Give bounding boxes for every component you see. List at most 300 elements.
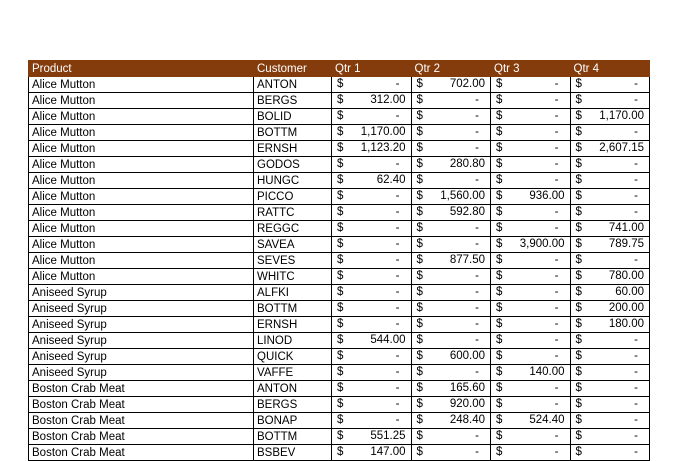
currency-symbol: $	[496, 318, 503, 330]
currency-symbol: $	[496, 350, 503, 362]
cell-qtr-4[interactable]	[570, 253, 650, 269]
cell-qtr-2[interactable]	[411, 189, 491, 205]
sales-table	[28, 60, 650, 461]
table-row	[29, 189, 650, 205]
cell-product[interactable]: Boston Crab Meat	[29, 429, 254, 445]
currency-symbol: $	[337, 318, 344, 330]
cell-qtr-2[interactable]	[411, 93, 491, 109]
amount-value: 248.40	[449, 414, 485, 426]
amount-value: -	[475, 126, 479, 138]
cell-qtr-3[interactable]	[491, 269, 571, 285]
table-header	[29, 61, 650, 77]
amount-value: -	[395, 110, 400, 122]
table-row	[29, 413, 650, 429]
currency-symbol: $	[575, 446, 582, 458]
amount-value: -	[475, 174, 479, 186]
amount-value: -	[634, 366, 638, 378]
cell-customer[interactable]: ANTON	[254, 381, 332, 397]
cell-qtr-1[interactable]	[332, 109, 412, 125]
currency-symbol: $	[337, 158, 344, 170]
cell-product[interactable]: Alice Mutton	[29, 141, 254, 157]
header-qtr-2[interactable]: Qtr 2	[411, 61, 491, 77]
cell-product[interactable]: Alice Mutton	[29, 173, 254, 189]
amount-value: -	[475, 238, 479, 250]
cell-qtr-3[interactable]	[491, 157, 571, 173]
currency-symbol: $	[575, 78, 582, 90]
cell-qtr-2[interactable]	[411, 253, 491, 269]
currency-symbol: $	[575, 382, 582, 394]
cell-qtr-3[interactable]	[491, 365, 571, 381]
amount-value: -	[475, 302, 479, 314]
cell-qtr-1[interactable]	[332, 157, 412, 173]
cell-customer[interactable]: BONAP	[254, 413, 332, 429]
cell-product[interactable]: Boston Crab Meat	[29, 413, 254, 429]
header-customer[interactable]: Customer	[254, 61, 332, 77]
cell-qtr-2[interactable]	[411, 109, 491, 125]
cell-qtr-1[interactable]	[332, 205, 412, 221]
currency-symbol: $	[337, 446, 344, 458]
header-qtr-4[interactable]: Qtr 4	[570, 61, 650, 77]
currency-symbol: $	[575, 366, 582, 378]
currency-symbol: $	[416, 254, 423, 266]
cell-qtr-3[interactable]	[491, 349, 571, 365]
amount-value: -	[554, 206, 559, 218]
cell-product[interactable]: Aniseed Syrup	[29, 349, 254, 365]
amount-value: -	[395, 286, 400, 298]
cell-qtr-4[interactable]	[570, 429, 650, 445]
cell-product[interactable]: Alice Mutton	[29, 237, 254, 253]
currency-symbol: $	[416, 302, 423, 314]
cell-qtr-3[interactable]	[491, 413, 571, 429]
cell-qtr-2[interactable]	[411, 333, 491, 349]
amount-value: -	[554, 270, 559, 282]
amount-value: -	[634, 382, 638, 394]
cell-qtr-3[interactable]	[491, 109, 571, 125]
amount-value: -	[634, 254, 638, 266]
currency-symbol: $	[575, 94, 582, 106]
cell-qtr-4[interactable]	[570, 237, 650, 253]
currency-symbol: $	[496, 302, 503, 314]
cell-qtr-2[interactable]	[411, 397, 491, 413]
cell-product[interactable]: Alice Mutton	[29, 77, 254, 93]
currency-symbol: $	[337, 174, 344, 186]
currency-symbol: $	[496, 126, 503, 138]
cell-qtr-1[interactable]	[332, 77, 412, 93]
cell-qtr-2[interactable]	[411, 381, 491, 397]
currency-symbol: $	[575, 142, 582, 154]
amount-value: -	[475, 110, 479, 122]
currency-symbol: $	[416, 142, 423, 154]
cell-qtr-1[interactable]	[332, 285, 412, 301]
cell-qtr-3[interactable]	[491, 221, 571, 237]
currency-symbol: $	[337, 350, 344, 362]
amount-value: 551.25	[370, 430, 406, 442]
table-row	[29, 333, 650, 349]
cell-qtr-1[interactable]	[332, 269, 412, 285]
cell-qtr-3[interactable]	[491, 397, 571, 413]
amount-value: 165.60	[449, 382, 485, 394]
amount-value: -	[395, 382, 400, 394]
cell-qtr-1[interactable]	[332, 397, 412, 413]
amount-value: -	[634, 94, 638, 106]
cell-qtr-3[interactable]	[491, 381, 571, 397]
cell-qtr-4[interactable]	[570, 189, 650, 205]
amount-value: -	[395, 302, 400, 314]
amount-value: -	[554, 142, 559, 154]
cell-qtr-4[interactable]	[570, 77, 650, 93]
cell-product[interactable]: Boston Crab Meat	[29, 381, 254, 397]
currency-symbol: $	[496, 206, 503, 218]
currency-symbol: $	[575, 334, 582, 346]
currency-symbol: $	[416, 222, 423, 234]
cell-product[interactable]: Alice Mutton	[29, 221, 254, 237]
amount-value: -	[395, 254, 400, 266]
amount-value: -	[475, 318, 479, 330]
cell-qtr-1[interactable]	[332, 221, 412, 237]
currency-symbol: $	[416, 78, 423, 90]
cell-qtr-1[interactable]	[332, 125, 412, 141]
cell-qtr-4[interactable]	[570, 109, 650, 125]
cell-qtr-4[interactable]	[570, 269, 650, 285]
cell-qtr-4[interactable]	[570, 317, 650, 333]
cell-qtr-4[interactable]	[570, 349, 650, 365]
cell-customer[interactable]: HUNGC	[254, 173, 332, 189]
cell-product[interactable]: Boston Crab Meat	[29, 397, 254, 413]
cell-customer[interactable]: SEVES	[254, 253, 332, 269]
cell-qtr-1[interactable]	[332, 429, 412, 445]
cell-qtr-2[interactable]	[411, 285, 491, 301]
currency-symbol: $	[575, 158, 582, 170]
amount-value: -	[475, 366, 479, 378]
amount-value: -	[475, 222, 479, 234]
amount-value: -	[634, 446, 638, 458]
amount-value: -	[554, 430, 559, 442]
cell-qtr-4[interactable]	[570, 445, 650, 461]
currency-symbol: $	[496, 398, 503, 410]
cell-product[interactable]: Aniseed Syrup	[29, 365, 254, 381]
amount-value: -	[395, 270, 400, 282]
amount-value: -	[634, 206, 638, 218]
cell-product[interactable]: Aniseed Syrup	[29, 317, 254, 333]
cell-qtr-4[interactable]	[570, 205, 650, 221]
amount-value: 524.40	[529, 414, 565, 426]
currency-symbol: $	[416, 190, 423, 202]
cell-qtr-1[interactable]	[332, 445, 412, 461]
currency-symbol: $	[575, 318, 582, 330]
currency-symbol: $	[416, 270, 423, 282]
cell-product[interactable]: Alice Mutton	[29, 157, 254, 173]
currency-symbol: $	[575, 286, 582, 298]
cell-product[interactable]: Boston Crab Meat	[29, 445, 254, 461]
cell-product[interactable]: Alice Mutton	[29, 205, 254, 221]
cell-customer[interactable]: RATTC	[254, 205, 332, 221]
cell-product[interactable]: Alice Mutton	[29, 109, 254, 125]
cell-customer[interactable]: GODOS	[254, 157, 332, 173]
cell-product[interactable]: Alice Mutton	[29, 125, 254, 141]
table-row	[29, 317, 650, 333]
currency-symbol: $	[575, 126, 582, 138]
cell-customer[interactable]: ANTON	[254, 77, 332, 93]
cell-qtr-4[interactable]	[570, 221, 650, 237]
cell-qtr-3[interactable]	[491, 125, 571, 141]
currency-symbol: $	[416, 366, 423, 378]
currency-symbol: $	[337, 334, 344, 346]
cell-customer[interactable]: BOTTM	[254, 429, 332, 445]
amount-value: 780.00	[608, 270, 644, 282]
amount-value: -	[554, 254, 559, 266]
cell-qtr-2[interactable]	[411, 429, 491, 445]
amount-value: -	[634, 78, 638, 90]
cell-qtr-4[interactable]	[570, 381, 650, 397]
spreadsheet	[28, 60, 650, 461]
currency-symbol: $	[496, 286, 503, 298]
currency-symbol: $	[496, 254, 503, 266]
cell-qtr-3[interactable]	[491, 205, 571, 221]
amount-value: -	[554, 302, 559, 314]
header-qtr-1[interactable]: Qtr 1	[332, 61, 412, 77]
currency-symbol: $	[496, 94, 503, 106]
cell-qtr-3[interactable]	[491, 77, 571, 93]
cell-qtr-1[interactable]	[332, 381, 412, 397]
cell-qtr-3[interactable]	[491, 445, 571, 461]
cell-qtr-3[interactable]	[491, 285, 571, 301]
amount-value: -	[395, 414, 400, 426]
cell-customer[interactable]: VAFFE	[254, 365, 332, 381]
amount-value: -	[634, 398, 638, 410]
cell-qtr-2[interactable]	[411, 221, 491, 237]
currency-symbol: $	[416, 350, 423, 362]
table-row	[29, 237, 650, 253]
currency-symbol: $	[337, 206, 344, 218]
cell-qtr-1[interactable]	[332, 141, 412, 157]
currency-symbol: $	[496, 78, 503, 90]
amount-value: -	[554, 222, 559, 234]
cell-qtr-3[interactable]	[491, 237, 571, 253]
cell-customer[interactable]: PICCO	[254, 189, 332, 205]
cell-qtr-3[interactable]	[491, 301, 571, 317]
currency-symbol: $	[575, 110, 582, 122]
currency-symbol: $	[416, 414, 423, 426]
cell-customer[interactable]: ERNSH	[254, 141, 332, 157]
currency-symbol: $	[496, 174, 503, 186]
cell-qtr-2[interactable]	[411, 349, 491, 365]
cell-qtr-2[interactable]	[411, 317, 491, 333]
cell-qtr-3[interactable]	[491, 333, 571, 349]
table-row	[29, 445, 650, 461]
amount-value: 789.75	[608, 238, 644, 250]
cell-qtr-3[interactable]	[491, 173, 571, 189]
cell-customer[interactable]: BOTTM	[254, 125, 332, 141]
cell-qtr-2[interactable]	[411, 237, 491, 253]
currency-symbol: $	[337, 222, 344, 234]
cell-qtr-2[interactable]	[411, 77, 491, 93]
amount-value: -	[475, 286, 479, 298]
amount-value: -	[395, 222, 400, 234]
currency-symbol: $	[575, 190, 582, 202]
cell-qtr-2[interactable]	[411, 173, 491, 189]
cell-qtr-3[interactable]	[491, 93, 571, 109]
amount-value: -	[634, 430, 638, 442]
amount-value: 3,900.00	[519, 238, 565, 250]
cell-customer[interactable]: BSBEV	[254, 445, 332, 461]
amount-value: 544.00	[370, 334, 406, 346]
cell-qtr-3[interactable]	[491, 317, 571, 333]
cell-customer[interactable]: BOLID	[254, 109, 332, 125]
cell-qtr-1[interactable]	[332, 349, 412, 365]
amount-value: 180.00	[608, 318, 644, 330]
cell-customer[interactable]: ERNSH	[254, 317, 332, 333]
cell-customer[interactable]: LINOD	[254, 333, 332, 349]
currency-symbol: $	[496, 270, 503, 282]
cell-qtr-2[interactable]	[411, 269, 491, 285]
cell-qtr-4[interactable]	[570, 333, 650, 349]
cell-qtr-3[interactable]	[491, 189, 571, 205]
amount-value: -	[554, 398, 559, 410]
cell-customer[interactable]: BOTTM	[254, 301, 332, 317]
table-row	[29, 301, 650, 317]
header-product[interactable]: Product	[29, 61, 254, 77]
currency-symbol: $	[496, 446, 503, 458]
cell-qtr-4[interactable]	[570, 141, 650, 157]
amount-value: -	[554, 350, 559, 362]
currency-symbol: $	[337, 414, 344, 426]
amount-value: -	[395, 190, 400, 202]
amount-value: -	[634, 190, 638, 202]
cell-qtr-4[interactable]	[570, 365, 650, 381]
currency-symbol: $	[496, 430, 503, 442]
cell-qtr-4[interactable]	[570, 157, 650, 173]
currency-symbol: $	[575, 350, 582, 362]
currency-symbol: $	[416, 206, 423, 218]
currency-symbol: $	[575, 302, 582, 314]
cell-product[interactable]: Alice Mutton	[29, 269, 254, 285]
cell-qtr-2[interactable]	[411, 301, 491, 317]
amount-value: -	[554, 382, 559, 394]
table-row	[29, 429, 650, 445]
header-qtr-3[interactable]: Qtr 3	[491, 61, 571, 77]
cell-qtr-2[interactable]	[411, 205, 491, 221]
cell-product[interactable]: Aniseed Syrup	[29, 301, 254, 317]
cell-qtr-4[interactable]	[570, 301, 650, 317]
table-row	[29, 125, 650, 141]
cell-qtr-3[interactable]	[491, 141, 571, 157]
cell-qtr-4[interactable]	[570, 93, 650, 109]
amount-value: 1,170.00	[360, 126, 406, 138]
cell-qtr-1[interactable]	[332, 237, 412, 253]
table-row	[29, 381, 650, 397]
cell-qtr-4[interactable]	[570, 397, 650, 413]
amount-value: 920.00	[449, 398, 485, 410]
table-row	[29, 397, 650, 413]
currency-symbol: $	[416, 398, 423, 410]
cell-qtr-1[interactable]	[332, 253, 412, 269]
amount-value: -	[554, 446, 559, 458]
currency-symbol: $	[416, 286, 423, 298]
currency-symbol: $	[496, 222, 503, 234]
cell-customer[interactable]: ALFKI	[254, 285, 332, 301]
currency-symbol: $	[575, 270, 582, 282]
cell-qtr-3[interactable]	[491, 253, 571, 269]
table-row	[29, 365, 650, 381]
amount-value: -	[395, 78, 400, 90]
cell-qtr-2[interactable]	[411, 141, 491, 157]
cell-qtr-1[interactable]	[332, 93, 412, 109]
cell-qtr-2[interactable]	[411, 413, 491, 429]
cell-customer[interactable]: BERGS	[254, 397, 332, 413]
amount-value: 877.50	[449, 254, 485, 266]
cell-customer[interactable]: REGGC	[254, 221, 332, 237]
cell-qtr-1[interactable]	[332, 413, 412, 429]
amount-value: -	[554, 126, 559, 138]
currency-symbol: $	[575, 238, 582, 250]
currency-symbol: $	[416, 158, 423, 170]
cell-qtr-3[interactable]	[491, 429, 571, 445]
cell-product[interactable]: Alice Mutton	[29, 93, 254, 109]
amount-value: 702.00	[449, 78, 485, 90]
amount-value: 312.00	[370, 94, 406, 106]
cell-qtr-4[interactable]	[570, 285, 650, 301]
cell-qtr-2[interactable]	[411, 125, 491, 141]
currency-symbol: $	[416, 110, 423, 122]
amount-value: 280.80	[449, 158, 485, 170]
cell-qtr-4[interactable]	[570, 173, 650, 189]
cell-qtr-1[interactable]	[332, 189, 412, 205]
cell-qtr-4[interactable]	[570, 125, 650, 141]
currency-symbol: $	[337, 142, 344, 154]
currency-symbol: $	[575, 222, 582, 234]
currency-symbol: $	[337, 126, 344, 138]
currency-symbol: $	[337, 398, 344, 410]
currency-symbol: $	[575, 398, 582, 410]
cell-qtr-1[interactable]	[332, 173, 412, 189]
cell-customer[interactable]: BERGS	[254, 93, 332, 109]
amount-value: 741.00	[608, 222, 644, 234]
cell-qtr-1[interactable]	[332, 365, 412, 381]
cell-qtr-1[interactable]	[332, 301, 412, 317]
currency-symbol: $	[416, 238, 423, 250]
cell-qtr-2[interactable]	[411, 365, 491, 381]
amount-value: 140.00	[529, 366, 565, 378]
amount-value: -	[634, 126, 638, 138]
amount-value: -	[634, 334, 638, 346]
currency-symbol: $	[337, 366, 344, 378]
cell-qtr-2[interactable]	[411, 157, 491, 173]
amount-value: 1,560.00	[440, 190, 485, 202]
cell-product[interactable]: Aniseed Syrup	[29, 285, 254, 301]
cell-qtr-1[interactable]	[332, 333, 412, 349]
amount-value: 60.00	[615, 286, 644, 298]
currency-symbol: $	[416, 174, 423, 186]
amount-value: 147.00	[370, 446, 406, 458]
amount-value: -	[554, 158, 559, 170]
table-row	[29, 173, 650, 189]
currency-symbol: $	[337, 94, 344, 106]
currency-symbol: $	[416, 126, 423, 138]
cell-product[interactable]: Alice Mutton	[29, 253, 254, 269]
cell-customer[interactable]: WHITC	[254, 269, 332, 285]
cell-qtr-4[interactable]	[570, 413, 650, 429]
amount-value: 600.00	[449, 350, 485, 362]
cell-qtr-2[interactable]	[411, 445, 491, 461]
cell-customer[interactable]: SAVEA	[254, 237, 332, 253]
table-row	[29, 93, 650, 109]
cell-qtr-1[interactable]	[332, 317, 412, 333]
table-row	[29, 349, 650, 365]
cell-customer[interactable]: QUICK	[254, 349, 332, 365]
cell-product[interactable]: Alice Mutton	[29, 189, 254, 205]
cell-product[interactable]: Aniseed Syrup	[29, 333, 254, 349]
table-row	[29, 205, 650, 221]
